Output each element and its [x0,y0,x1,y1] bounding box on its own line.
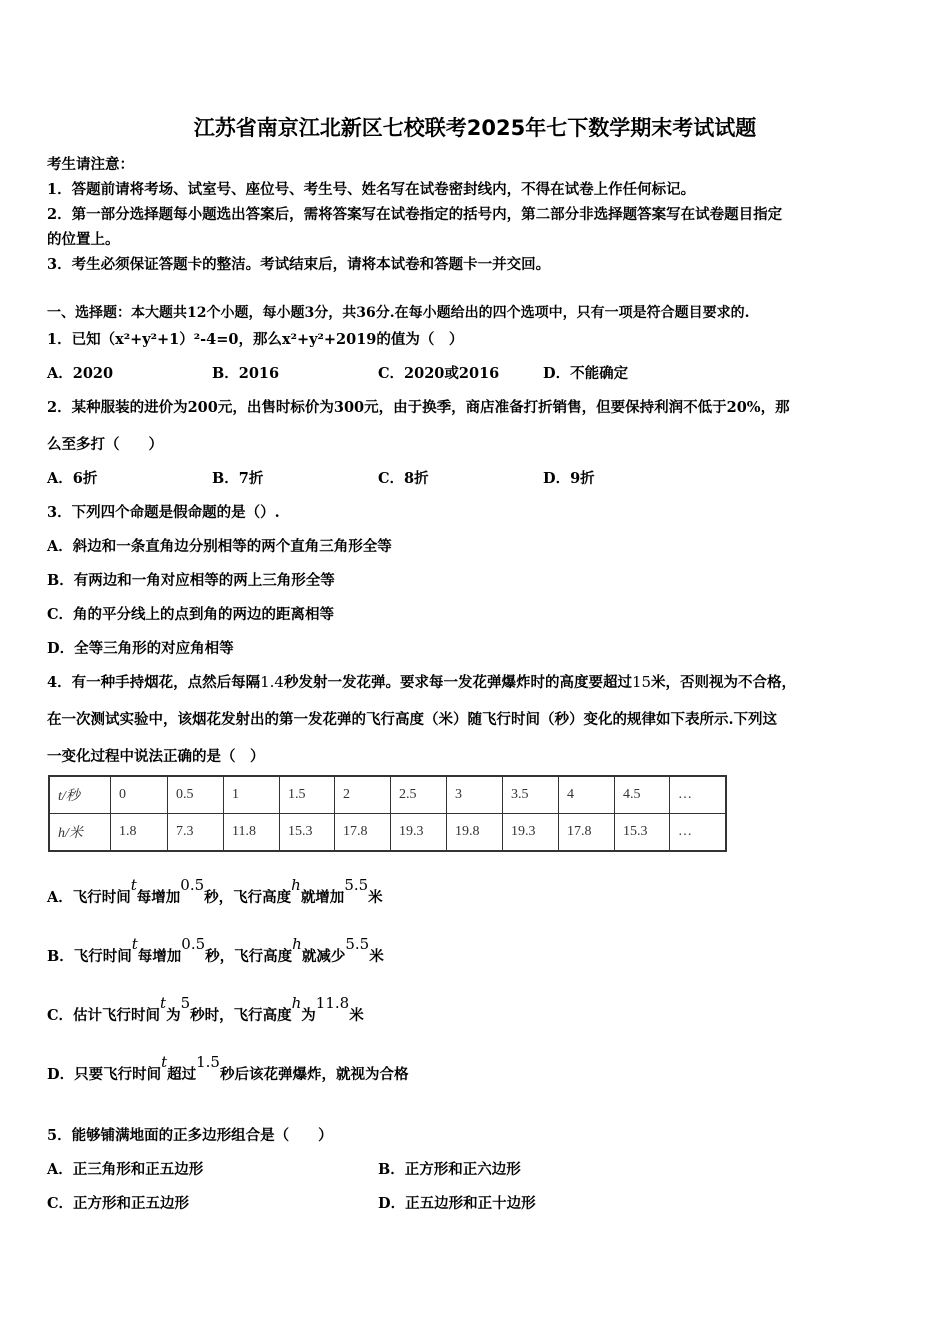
question-4-option-b [47,935,384,968]
question-3-option-c: C．角的平分线上的点到角的两边的距离相等 [47,606,335,623]
var-t: t [131,935,138,953]
value: 1.5 [196,1053,220,1071]
table-cell: 4.5 [615,776,670,814]
question-3-option-d: D．全等三角形的对应角相等 [47,640,234,657]
q4-interval-value: 1.4 [260,673,284,691]
flight-data-table [48,775,727,852]
table-cell: 15.3 [280,814,335,852]
option-text: 就增加 [300,889,345,906]
question-4-stem-cont-2: 一变化过程中说法正确的是（ ） [47,748,265,765]
value: 0.5 [181,935,206,953]
q4-stem-part: 米，否则视为不合格， [651,674,797,691]
height-header: h/米 [58,826,83,841]
value: 0.5 [180,876,205,894]
section-heading: 一、选择题：本大题共12个小题，每小题3分，共36分.在每小题给出的四个选项中，只有一项是符合题目要求的. [47,305,750,321]
notice-line-2-cont: 的位置上。 [47,231,120,248]
option-text: 就减少 [301,948,346,965]
var-t: t [130,876,137,894]
option-text: 超过 [167,1066,197,1083]
var-h: h [292,935,302,953]
value: 11.8 [315,994,350,1012]
question-5-option-d: D．正五边形和正十边形 [378,1195,536,1212]
q4-stem-part: 秒发射一发花弹。要求每一发花弹爆炸时的高度要超过 [283,674,632,691]
option-text: 秒，飞行高度 [204,889,292,906]
table-cell: 2.5 [391,776,447,814]
table-cell: 7.3 [168,814,224,852]
option-text: 为 [166,1007,181,1024]
option-text: 秒，飞行高度 [205,948,293,965]
option-text: B．飞行时间 [47,948,132,965]
question-1-option-a: A．2020 [47,365,114,382]
value: 5.5 [345,935,370,953]
q4-stem-part: 4．有一种手持烟花，点然后每隔 [47,674,261,691]
question-2-option-a: A．6折 [47,470,98,487]
option-text: C．估计飞行时间 [47,1007,161,1024]
question-2-stem: 2．某种服装的进价为200元，出售时标价为300元，由于换季，商店准备打折销售，但要保持利润不低于20%，那 [47,399,790,416]
question-5-stem: 5．能够铺满地面的正多边形组合是（ ） [47,1127,333,1144]
notice-heading: 考生请注意： [47,156,134,173]
table-row-header [49,814,111,852]
q4-height-threshold: 15 [631,673,652,691]
table-cell: 1.5 [280,776,335,814]
table-cell: 3 [447,776,503,814]
table-cell: 3.5 [503,776,559,814]
table-cell: 19.3 [391,814,447,852]
table-cell: 19.3 [503,814,559,852]
table-cell: 15.3 [615,814,670,852]
table-cell: 17.8 [559,814,615,852]
option-text: 米 [368,889,383,906]
table-row [49,814,726,852]
question-4-stem [47,671,796,692]
value: 5 [180,994,191,1012]
value: 5.5 [344,876,369,894]
question-2-stem-cont: 么至多打（ ） [47,436,163,453]
table-cell: 11.8 [224,814,280,852]
notice-line-3: 3．考生必须保证答题卡的整洁。考试结束后，请将本试卷和答题卡一并交回。 [47,256,551,273]
table-cell: 19.8 [447,814,503,852]
question-2-option-d: D．9折 [543,470,595,487]
time-header: t/秒 [58,789,80,804]
option-text: 米 [349,1007,364,1024]
question-4-option-c [47,994,364,1027]
page-title: 江苏省南京江北新区七校联考2025年七下数学期末考试试题 [193,116,757,140]
var-t: t [160,994,167,1012]
var-h: h [291,876,301,894]
option-text: 秒后该花弹爆炸，就视为合格 [219,1066,409,1083]
question-3-option-b: B．有两边和一角对应相等的两上三角形全等 [47,572,335,589]
option-text: 为 [301,1007,316,1024]
question-1-option-d: D．不能确定 [543,365,629,382]
option-text: 每增加 [137,948,182,965]
table-cell: 1 [224,776,280,814]
table-cell: … [670,814,727,852]
question-4-option-a [47,876,383,909]
table-row-header [49,776,111,814]
notice-line-2: 2．第一部分选择题每小题选出答案后，需将答案写在试卷指定的括号内，第二部分非选择题答案写在试卷题目指定 [47,206,783,223]
table-cell: 1.8 [111,814,168,852]
table-cell: … [670,776,727,814]
table-cell: 0 [111,776,168,814]
question-1-option-b: B．2016 [212,365,280,382]
var-h: h [291,994,302,1012]
option-text: 米 [369,948,384,965]
question-2-option-c: C．8折 [378,470,429,487]
question-5-option-a: A．正三角形和正五边形 [47,1161,204,1178]
option-text: 秒时，飞行高度 [190,1007,292,1024]
question-5-option-c: C．正方形和正五边形 [47,1195,190,1212]
question-5-option-b: B．正方形和正六边形 [378,1161,521,1178]
table-cell: 2 [335,776,391,814]
question-4-stem-cont: 在一次测试实验中，该烟花发射出的第一发花弹的飞行高度（米）随飞行时间（秒）变化的规律如下表所示.下列这 [47,711,778,728]
var-t: t [161,1053,168,1071]
option-text: A．飞行时间 [47,889,131,906]
question-1-stem: 1．已知（x²+y²+1）²-4=0，那么x²+y²+2019的值为（ ） [47,331,464,348]
table-row [49,776,726,814]
question-1-option-c: C．2020或2016 [378,365,500,382]
question-3-option-a: A．斜边和一条直角边分别相等的两个直角三角形全等 [47,538,392,555]
option-text: 每增加 [136,889,181,906]
table-cell: 17.8 [335,814,391,852]
option-text: D．只要飞行时间 [47,1066,162,1083]
question-4-option-d [47,1053,409,1086]
table-cell: 0.5 [168,776,224,814]
notice-line-1: 1．答题前请将考场、试室号、座位号、考生号、姓名写在试卷密封线内，不得在试卷上作任何标记。 [47,181,696,198]
question-2-option-b: B．7折 [212,470,264,487]
question-3-stem: 3．下列四个命题是假命题的是（）. [47,504,280,521]
table-cell: 4 [559,776,615,814]
